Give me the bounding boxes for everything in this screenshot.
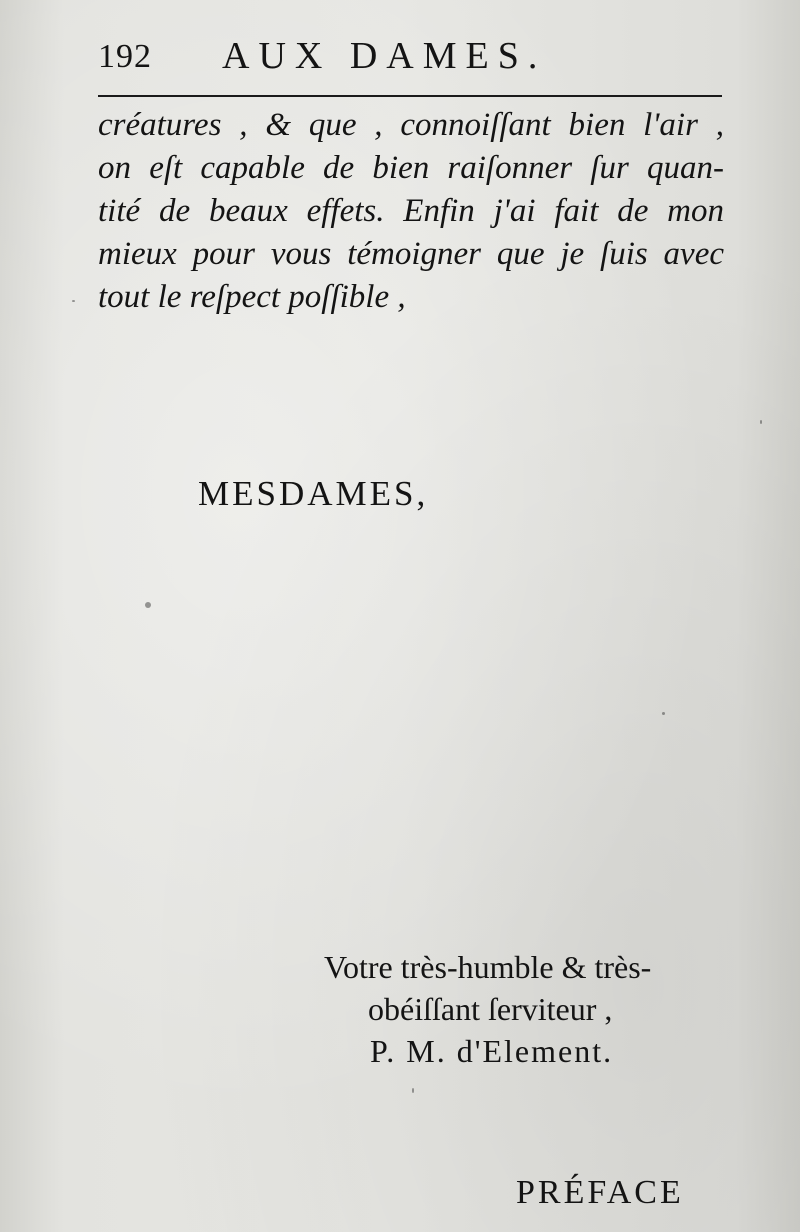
header-rule bbox=[98, 95, 722, 97]
text-line: tout le reſpect poſſible , bbox=[98, 279, 406, 315]
signature-block bbox=[320, 946, 730, 1072]
text-line: tité de beaux effets. Enfin j'ai fait de mon bbox=[98, 193, 724, 229]
catchword: PRÉFACE bbox=[516, 1174, 684, 1211]
body-paragraph bbox=[98, 104, 724, 319]
running-head: AUX DAMES. bbox=[222, 35, 547, 77]
paper-speck bbox=[662, 712, 665, 715]
paper-speck bbox=[760, 420, 762, 424]
text-line: on eſt capable de bien raiſonner ſur quan- bbox=[98, 150, 724, 186]
paper-speck bbox=[72, 300, 75, 302]
signature-line: Votre très-humble & très- bbox=[324, 949, 652, 985]
signature-name: P. M. d'Element. bbox=[370, 1033, 614, 1069]
paper-speck bbox=[145, 602, 151, 608]
salutation: MESDAMES, bbox=[198, 474, 429, 513]
page-number: 192 bbox=[98, 38, 152, 75]
text-line: mieux pour vous témoigner que je ſuis avec bbox=[98, 236, 724, 272]
paper-speck bbox=[412, 1088, 414, 1093]
signature-line: obéiſſant ſerviteur , bbox=[368, 991, 613, 1027]
text-line: créatures , & que , connoiſſant bien l'air , bbox=[98, 107, 724, 143]
